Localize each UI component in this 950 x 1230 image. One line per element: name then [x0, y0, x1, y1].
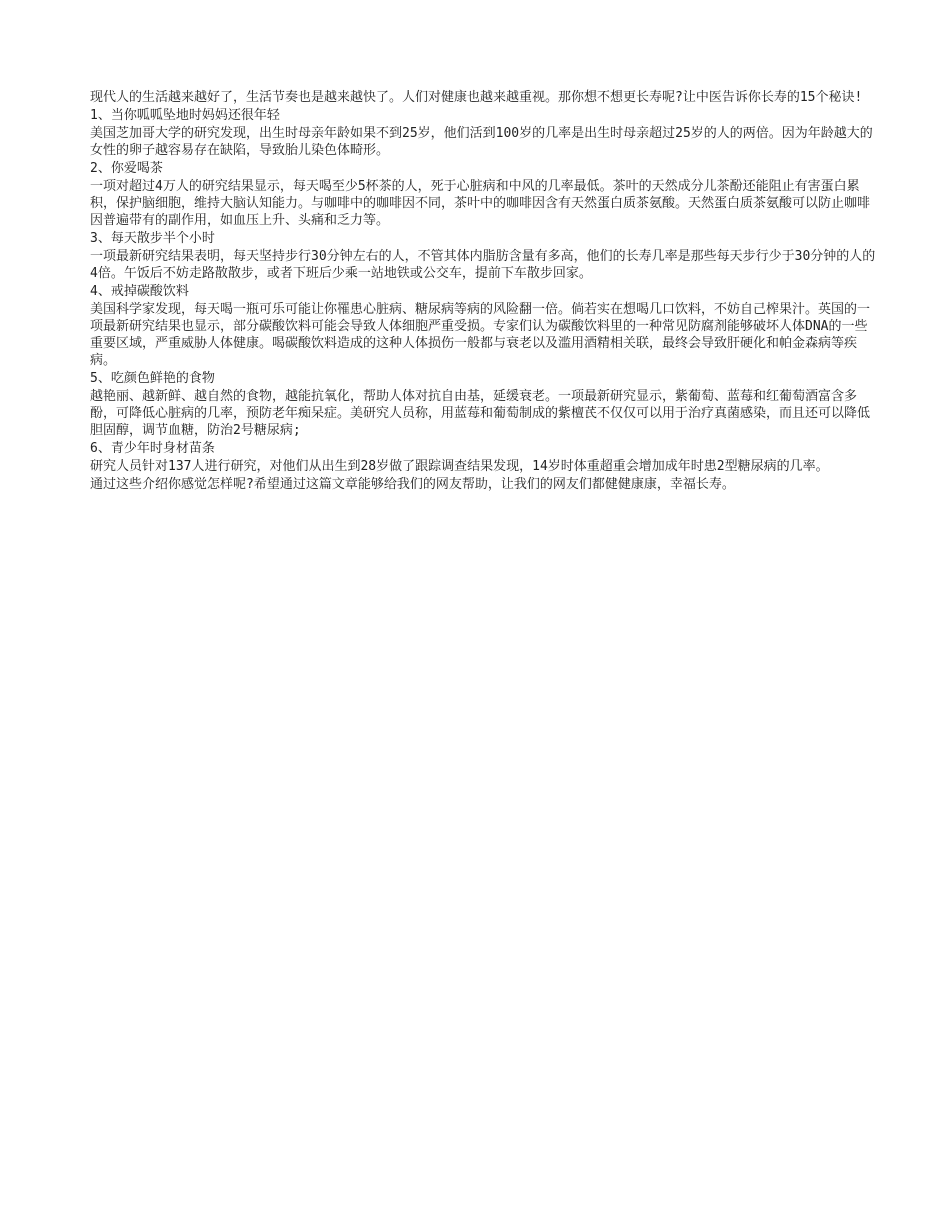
section-body: 一项最新研究结果表明，每天坚持步行30分钟左右的人，不管其体内脂肪含量有多高，他们的长寿几率是那些每天步行少于30分钟的人的4倍。午饭后不妨走路散散步，或者下班后少乘一站地铁或公交车，提前下车散步回家。: [90, 249, 876, 281]
document-page: [90, 89, 880, 494]
section-heading: 2、你爱喝茶: [90, 161, 163, 176]
section-2: [90, 160, 880, 229]
section-heading: 5、吃颜色鲜艳的食物: [90, 371, 215, 386]
section-6: [90, 440, 880, 475]
section-heading: 4、戒掉碳酸饮料: [90, 284, 189, 299]
intro-paragraph: 现代人的生活越来越好了，生活节奏也是越来越快了。人们对健康也越来越重视。那你想不想更长寿呢?让中医告诉你长寿的15个秘诀!: [90, 90, 863, 105]
section-body: 越艳丽、越新鲜、越自然的食物，越能抗氧化，帮助人体对抗自由基，延缓衰老。一项最新研究显示，紫葡萄、蓝莓和红葡萄酒富含多酚，可降低心脏病的几率，预防老年痴呆症。美研究人员称，用蓝莓和葡萄制成的紫檀芪不仅仅可以用于治疗真菌感染，而且还可以降低胆固醇，调节血糖，防治2号糖尿病;: [90, 389, 871, 438]
section-5: [90, 370, 880, 439]
section-4: [90, 283, 880, 369]
section-heading: 1、当你呱呱坠地时妈妈还很年轻: [90, 108, 280, 123]
section-3: [90, 230, 880, 282]
section-body: 美国科学家发现，每天喝一瓶可乐可能让你罹患心脏病、糖尿病等病的风险翻一倍。倘若实在想喝几口饮料，不妨自己榨果汁。英国的一项最新研究结果也显示，部分碳酸饮料可能会导致人体细胞严重受损。专家们认为碳酸饮料里的一种常见防腐剂能够破坏人体DNA的一些重要区域，严重威胁人体健康。喝碳酸饮料造成的这种人体损伤一般都与衰老以及滥用酒精相关联，最终会导致肝硬化和帕金森病等疾病。: [90, 302, 871, 368]
section-body: 研究人员针对137人进行研究，对他们从出生到28岁做了跟踪调查结果发现，14岁时体重超重会增加成年时患2型糖尿病的几率。: [90, 459, 829, 474]
section-heading: 6、青少年时身材苗条: [90, 441, 215, 456]
closing-paragraph: 通过这些介绍你感觉怎样呢?希望通过这篇文章能够给我们的网友帮助，让我们的网友们都健健康康，幸福长寿。: [90, 477, 735, 492]
section-body: 一项对超过4万人的研究结果显示，每天喝至少5杯茶的人，死于心脏病和中风的几率最低。茶叶的天然成分儿茶酚还能阻止有害蛋白累积，保护脑细胞，维持大脑认知能力。与咖啡中的咖啡因不同，茶叶中的咖啡因含有天然蛋白质茶氨酸。天然蛋白质茶氨酸可以防止咖啡因普遍带有的副作用，如血压上升、头痛和乏力等。: [90, 179, 871, 228]
section-body: 美国芝加哥大学的研究发现，出生时母亲年龄如果不到25岁，他们活到100岁的几率是出生时母亲超过25岁的人的两倍。因为年龄越大的女性的卵子越容易存在缺陷，导致胎儿染色体畸形。: [90, 126, 873, 158]
section-1: [90, 107, 880, 159]
section-heading: 3、每天散步半个小时: [90, 231, 215, 246]
